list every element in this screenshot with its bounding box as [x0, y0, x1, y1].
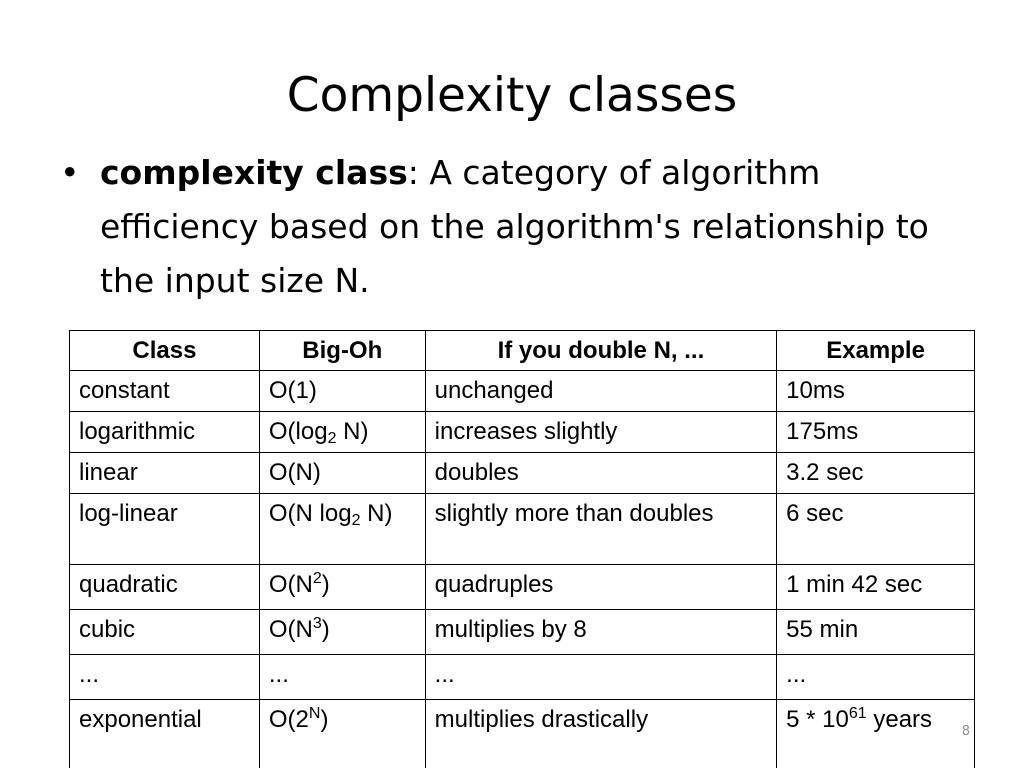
cell-if-double: slightly more than doubles [425, 494, 776, 565]
cell-class: cubic [70, 610, 260, 655]
table-row [70, 700, 975, 768]
cell-if-double: ... [425, 655, 776, 700]
header-class: Class [70, 331, 260, 371]
cell-if-double: quadruples [425, 565, 776, 610]
cell-class: exponential [70, 700, 260, 768]
cell-if-double: increases slightly [425, 412, 776, 453]
definition-term: complexity class [100, 153, 408, 192]
cell-example: 10ms [777, 371, 975, 412]
cell-example: 175ms [777, 412, 975, 453]
cell-big-oh: O(1) [259, 371, 425, 412]
header-if-double: If you double N, ... [425, 331, 776, 371]
cell-if-double: multiplies by 8 [425, 610, 776, 655]
table-row [70, 655, 975, 700]
definition-text [100, 146, 960, 308]
definition-bullet [60, 146, 960, 308]
cell-big-oh: $O(N^2)$ [259, 565, 425, 610]
cell-big-oh: O(N $\log_2 N$) [259, 494, 425, 565]
table-row [70, 453, 975, 494]
table-row [70, 565, 975, 610]
cell-class: linear [70, 453, 260, 494]
table-row [70, 371, 975, 412]
cell-if-double: doubles [425, 453, 776, 494]
cell-big-oh: O(N) [259, 453, 425, 494]
cell-example: 3.2 sec [777, 453, 975, 494]
bullet-dot-icon: • [60, 153, 80, 192]
cell-class: ... [70, 655, 260, 700]
cell-big-oh: $O(N^3)$ [259, 610, 425, 655]
cell-big-oh: $O(\log_2$ N) [259, 412, 425, 453]
definition-body: : A category of algorithm efficiency based on the algorithm's relationship to the input size N. [100, 153, 929, 300]
cell-class: quadratic [70, 565, 260, 610]
cell-big-oh: $O(2^N)$ [259, 700, 425, 768]
cell-if-double: unchanged [425, 371, 776, 412]
cell-class: constant [70, 371, 260, 412]
cell-if-double: multiplies drastically [425, 700, 776, 768]
cell-class: logarithmic [70, 412, 260, 453]
cell-example: $5 * 10^{61}$ years [777, 700, 975, 768]
complexity-table [69, 330, 975, 768]
table-row [70, 610, 975, 655]
cell-class: log-linear [70, 494, 260, 565]
page-number: 8 [961, 724, 970, 739]
cell-example: 6 sec [777, 494, 975, 565]
table-row [70, 494, 975, 565]
slide-title: Complexity classes [286, 68, 738, 123]
table-row [70, 412, 975, 453]
header-example: Example [777, 331, 975, 371]
cell-example: 55 min [777, 610, 975, 655]
cell-example: ... [777, 655, 975, 700]
header-big-oh: Big-Oh [259, 331, 425, 371]
cell-example: 1 min 42 sec [777, 565, 975, 610]
table-header-row [70, 331, 975, 371]
cell-big-oh: ... [259, 655, 425, 700]
